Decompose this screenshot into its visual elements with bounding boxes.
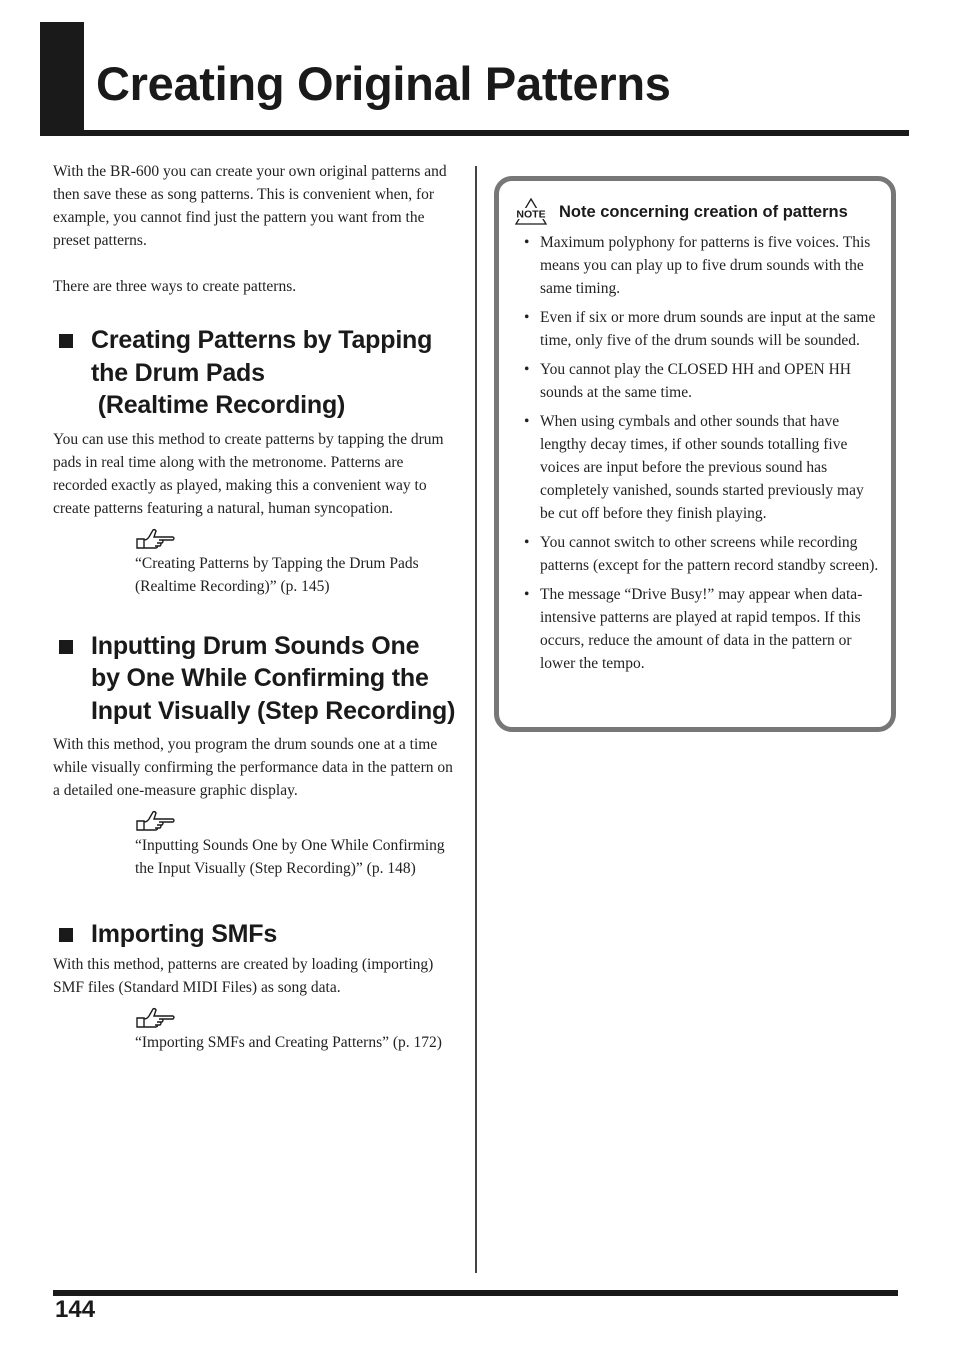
heading-line: Importing SMFs bbox=[91, 920, 278, 948]
black-square-icon bbox=[59, 334, 73, 348]
page-title: Creating Original Patterns bbox=[96, 57, 671, 110]
reference-text: “Importing SMFs and Creating Patterns” (p. 172) bbox=[135, 1033, 442, 1051]
intro-paragraph: With the BR-600 you can create your own original patterns and then save these as song patterns. This is convenient when, for example, you cannot find just the pattern you want from the preset patterns. bbox=[53, 163, 447, 249]
black-square-icon bbox=[59, 640, 73, 654]
pointing-hand-icon bbox=[135, 528, 177, 550]
title-rule bbox=[40, 130, 909, 136]
section-heading-realtime bbox=[53, 324, 458, 422]
title-bar-block bbox=[40, 22, 84, 134]
list-item: • Maximum polyphony for patterns is five voices. This means you can play up to five drum sounds with the same timing. bbox=[524, 234, 871, 297]
note-box bbox=[494, 176, 896, 732]
section-heading-step bbox=[53, 630, 458, 728]
list-item: • Even if six or more drum sounds are input at the same time, only five of the drum sounds will be sounded. bbox=[524, 309, 876, 349]
list-item: • You cannot play the CLOSED HH and OPEN HH sounds at the same time. bbox=[524, 361, 851, 401]
section-heading-smf bbox=[53, 918, 458, 951]
heading-line: Inputting Drum Sounds One bbox=[91, 631, 420, 660]
left-column bbox=[53, 160, 458, 1054]
pointing-hand-icon bbox=[135, 810, 177, 832]
list-item: • You cannot switch to other screens while recording patterns (except for the pattern record standby screen). bbox=[524, 534, 879, 574]
heading-line: the Drum Pads bbox=[91, 358, 265, 387]
list-item: • The message “Drive Busy!” may appear when data-intensive patterns are played at rapid tempos. If this occurs, reduce the amount of data in the pattern or lower the tempo. bbox=[524, 586, 863, 672]
note-list bbox=[522, 231, 882, 681]
cross-reference bbox=[135, 528, 458, 598]
heading-line: Creating Patterns by Tapping bbox=[91, 326, 433, 354]
reference-text: “Inputting Sounds One by One While Confirming the Input Visually (Step Recording)” (p. 148) bbox=[135, 837, 445, 877]
note-header bbox=[513, 197, 848, 227]
heading-line: by One While Confirming the bbox=[91, 664, 429, 692]
footer-rule bbox=[53, 1290, 898, 1296]
cross-reference bbox=[135, 1007, 458, 1054]
page-number: 144 bbox=[55, 1296, 96, 1323]
note-icon-label: NOTE bbox=[516, 208, 546, 221]
heading-line: (Realtime Recording) bbox=[91, 391, 346, 419]
intro-ways: There are three ways to create patterns. bbox=[53, 278, 297, 295]
section-body-smf: With this method, patterns are created by loading (importing) SMF files (Standard MIDI Files) as song data. bbox=[53, 955, 434, 996]
pointing-hand-icon bbox=[135, 1007, 177, 1029]
column-divider bbox=[475, 166, 477, 1273]
cross-reference bbox=[135, 810, 458, 880]
reference-text: “Creating Patterns by Tapping the Drum Pads (Realtime Recording)” (p. 145) bbox=[135, 554, 419, 595]
heading-line: Input Visually (Step Recording) bbox=[91, 696, 456, 725]
section-body-step: With this method, you program the drum sounds one at a time while visually confirming the performance data in the pattern on a detailed one-measure graphic display. bbox=[53, 736, 453, 799]
section-body-realtime: You can use this method to create patterns by tapping the drum pads in real time along with the metronome. Patterns are recorded exactly as played, making this a convenient way to create patterns featuring a natural, human syncopation. bbox=[53, 430, 444, 517]
note-title: Note concerning creation of patterns bbox=[559, 202, 848, 221]
list-item: • When using cymbals and other sounds that have lengthy decay times, if other sounds totalling five voices are input before the previous sound has completely vanished, sounds started previously may be cut off before they finish playing. bbox=[524, 413, 864, 522]
note-warning-icon bbox=[513, 197, 549, 227]
black-square-icon bbox=[59, 928, 73, 942]
